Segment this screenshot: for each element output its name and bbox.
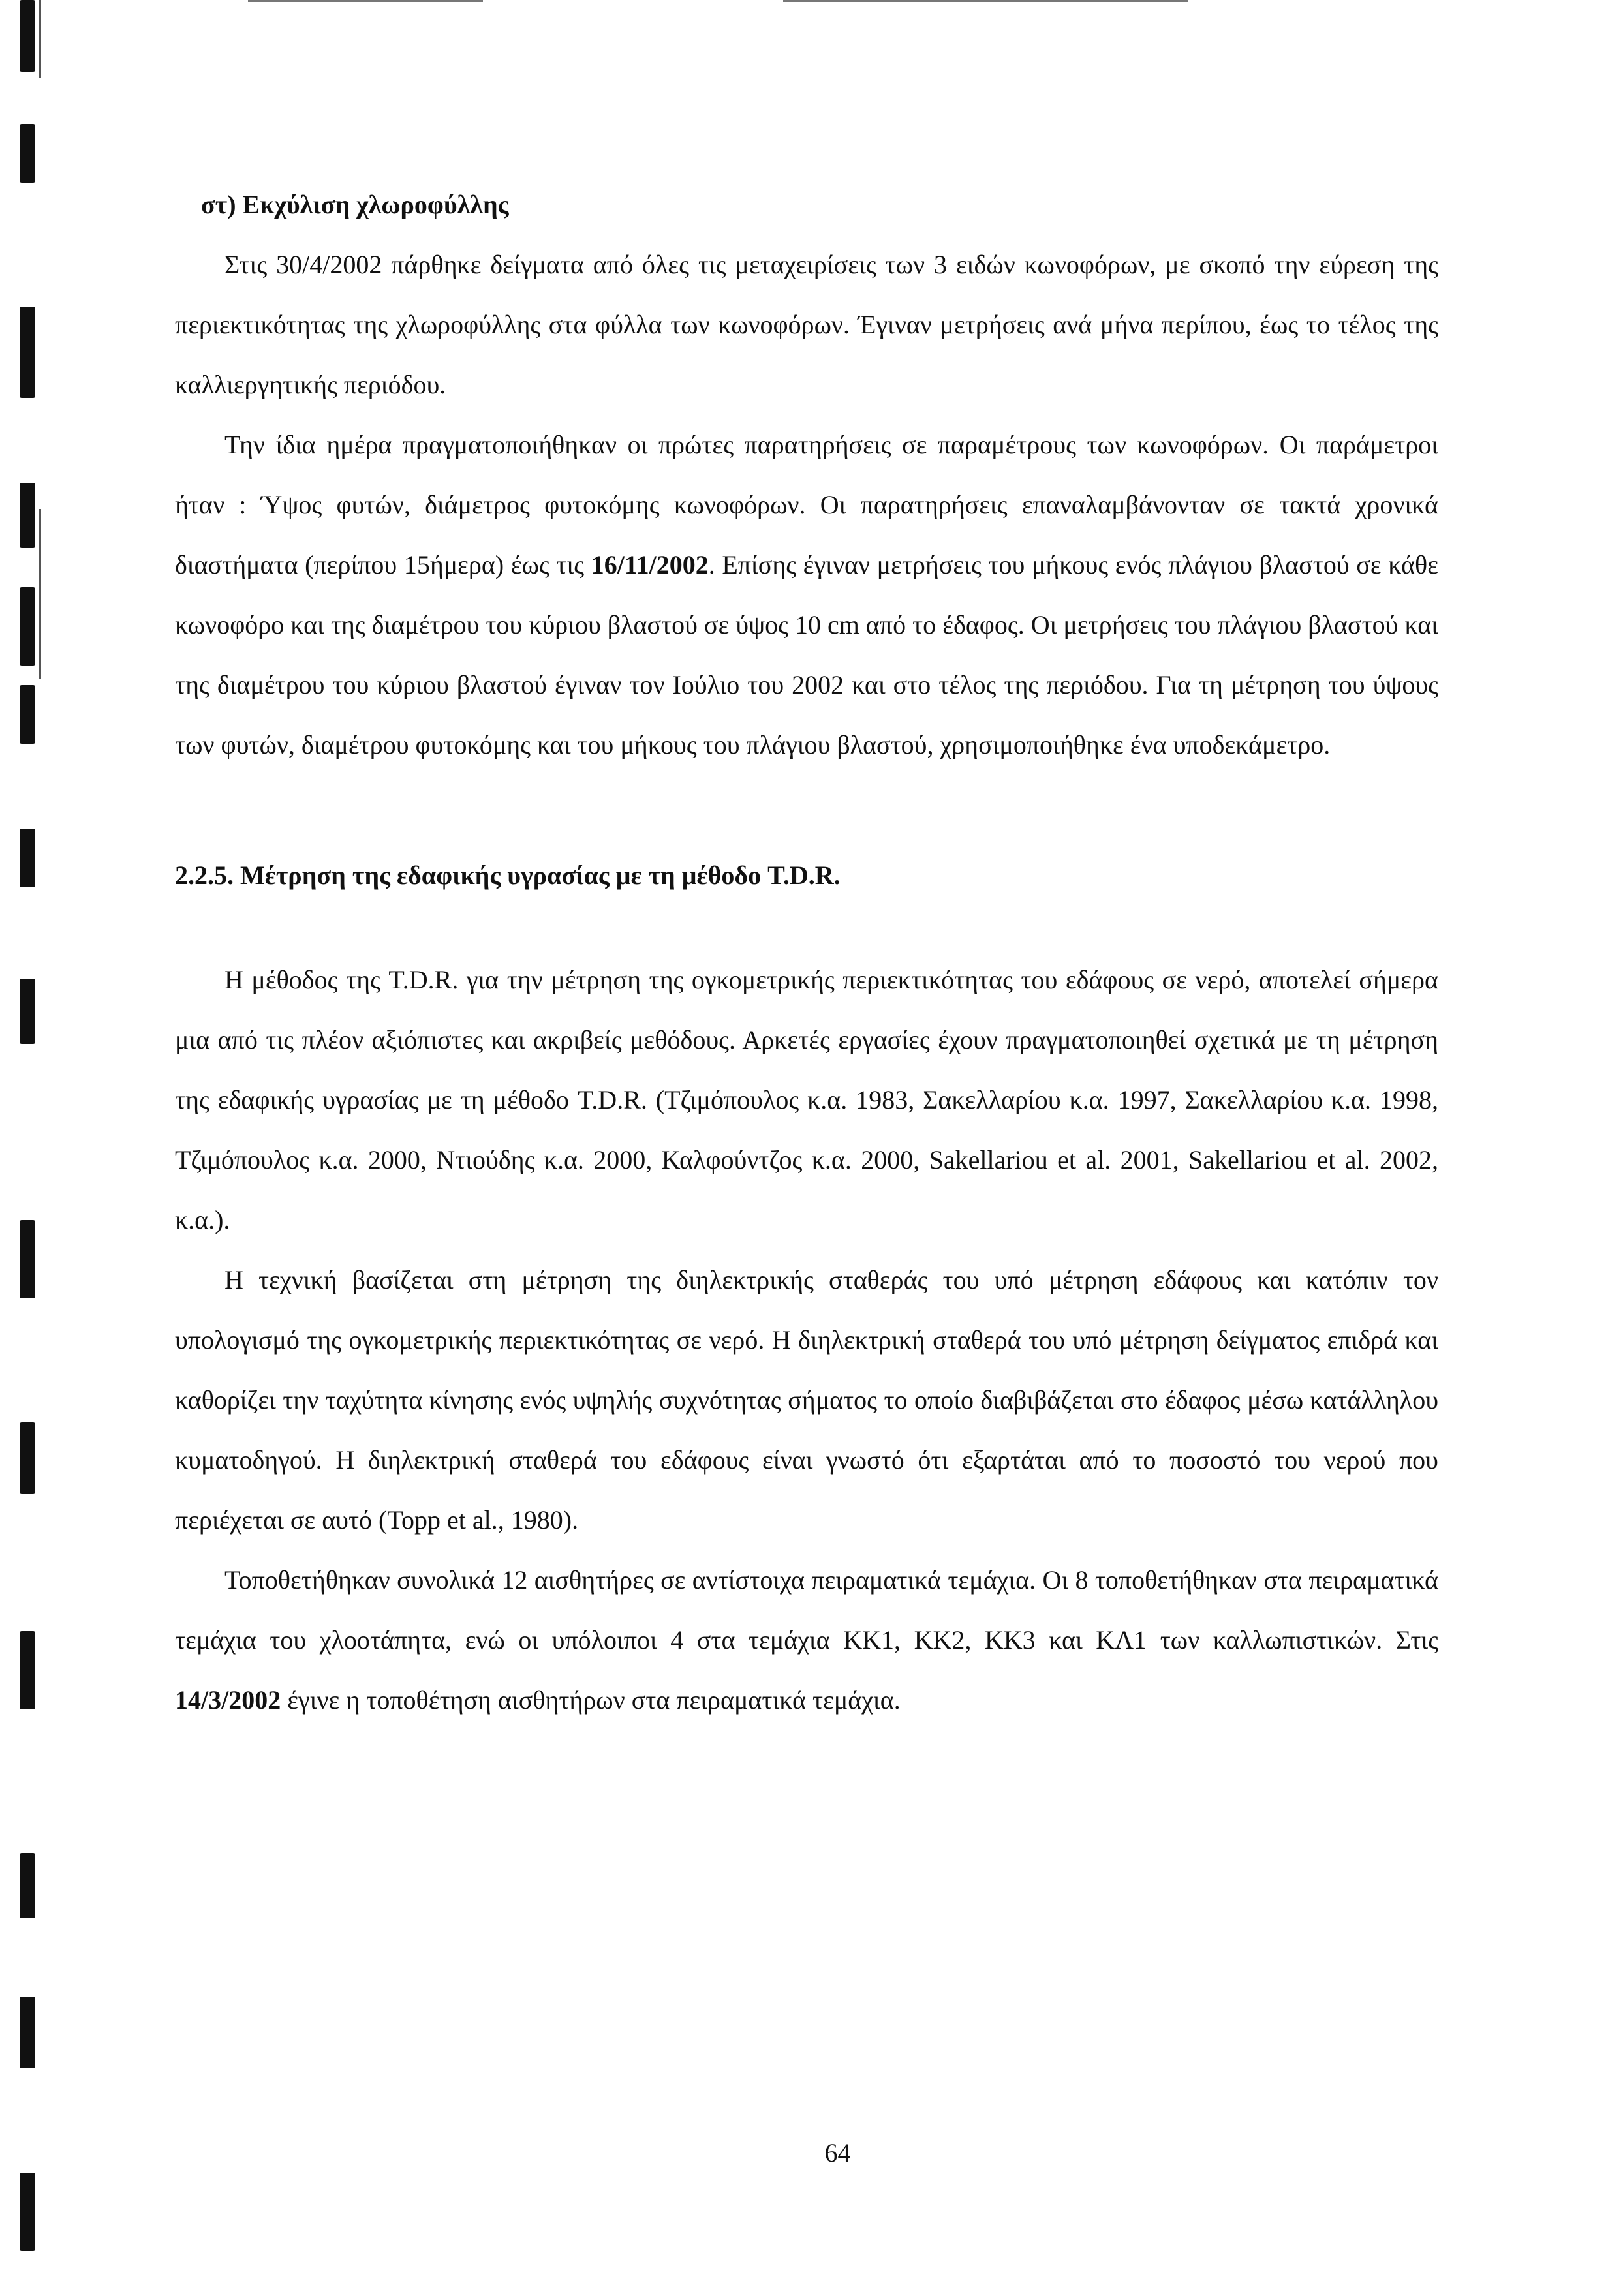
binding-mark	[20, 1853, 35, 1918]
binding-mark	[20, 587, 35, 666]
paragraph-parameter-observations	[175, 415, 1438, 775]
paragraph-tdr-technique: Η τεχνική βασίζεται στη μέτρηση της διηλεκτρικής σταθεράς του υπό μέτρηση εδάφους και κατόπιν τον υπολογισμό της ογκομετρικής περιεκτικότητας σε νερό. Η διηλεκτρική σταθερά του υπό μέτρηση δείγματος επιδρά και καθορίζει την ταχύτητα κίνησης ενός υψηλής συχνότητας σήματος το οποίο διαβιβάζεται στο έδαφος μέσω κατάλληλου κυματοδηγού. Η διηλεκτρική σταθερά του εδάφους είναι γνωστό ότι εξαρτάται από το ποσοστό του νερού που περιέχεται σε αυτό (Topp et al., 1980).	[175, 1265, 1438, 1535]
binding-mark	[20, 307, 35, 398]
binding-mark	[20, 483, 35, 548]
binding-mark	[20, 685, 35, 744]
section-heading-tdr: 2.2.5. Μέτρηση της εδαφικής υγρασίας με τη μέθοδο T.D.R.	[175, 861, 841, 890]
binding-line	[39, 509, 41, 679]
binding-mark	[20, 1422, 35, 1494]
text-run: Τοποθετήθηκαν συνολικά 12 αισθητήρες σε αντίστοιχα πειραματικά τεμάχια. Οι 8 τοποθετήθηκαν στα πειραματικά τεμάχια του χλοοτάπητα, ενώ οι υπόλοιποι 4 στα τεμάχια ΚΚ1, ΚΚ2, ΚΚ3 και ΚΛ1 των καλλωπιστικών. Στις	[175, 1565, 1438, 1655]
page-body	[175, 175, 1438, 1730]
scan-top-rule	[248, 0, 483, 2]
page-number: 64	[824, 2138, 851, 2167]
date-bold: 16/11/2002	[591, 550, 709, 579]
binding-mark	[20, 1220, 35, 1298]
scan-top-rule	[783, 0, 1188, 2]
binding-mark	[20, 2173, 35, 2251]
binding-mark	[20, 829, 35, 887]
section-heading-chlorophyll: στ) Εκχύλιση χλωροφύλλης	[201, 190, 509, 219]
binding-mark	[20, 1997, 35, 2068]
text-run: έγινε η τοποθέτηση αισθητήρων στα πειραματικά τεμάχια.	[281, 1685, 901, 1715]
text-run: Την ίδια ημέρα πραγματοποιήθηκαν οι πρώτες παρατηρήσεις σε παραμέτρους των κωνοφόρων. Οι παράμετροι ήταν : Ύψος φυτών, διάμετρος φυτοκόμης κωνοφόρων. Οι παρατηρήσεις επαναλαμβάνονταν σε τακτά χρονικά διαστήματα (περίπου 15ήμερα) έως τις	[175, 430, 1438, 579]
binding-line	[39, 0, 41, 78]
paragraph-tdr-method: Η μέθοδος της T.D.R. για την μέτρηση της ογκομετρικής περιεκτικότητας του εδάφους σε νερό, αποτελεί σήμερα μια από τις πλέον αξιόπιστες και ακριβείς μεθόδους. Αρκετές εργασίες έχουν πραγματοποιηθεί σχετικά με τη μέτρηση της εδαφικής υγρασίας με τη μέθοδο T.D.R. (Τζιμόπουλος κ.α. 1983, Σακελλαρίου κ.α. 1997, Σακελλαρίου κ.α. 1998, Τζιμόπουλος κ.α. 2000, Ντιούδης κ.α. 2000, Καλφούντζος κ.α. 2000, Sakellariou et al. 2001, Sakellariou et al. 2002, κ.α.).	[175, 965, 1438, 1234]
binding-mark	[20, 124, 35, 183]
binding-mark	[20, 1631, 35, 1709]
text-run: . Επίσης έγιναν μετρήσεις του μήκους ενός πλάγιου βλαστού σε κάθε κωνοφόρο και της διαμέτρου του κύριου βλαστού σε ύψος 10 cm από το έδαφος. Οι μετρήσεις του πλάγιου βλαστού και της διαμέτρου του κύριου βλαστού έγιναν τον Ιούλιο του 2002 και στο τέλος της περιόδου. Για τη μέτρηση του ύψους των φυτών, διαμέτρου φυτοκόμης και του μήκους του πλάγιου βλαστού, χρησιμοποιήθηκε ένα υποδεκάμετρο.	[175, 550, 1438, 759]
paragraph-sensor-installation	[175, 1550, 1438, 1730]
scan-binding-edge	[0, 0, 59, 2296]
binding-mark	[20, 979, 35, 1044]
date-bold: 14/3/2002	[175, 1685, 281, 1715]
binding-mark	[20, 0, 35, 72]
paragraph-chlorophyll-sampling: Στις 30/4/2002 πάρθηκε δείγματα από όλες τις μεταχειρίσεις των 3 ειδών κωνοφόρων, με σκοπό την εύρεση της περιεκτικότητας της χλωροφύλλης στα φύλλα των κωνοφόρων. Έγιναν μετρήσεις ανά μήνα περίπου, έως το τέλος της καλλιεργητικής περιόδου.	[175, 250, 1438, 399]
